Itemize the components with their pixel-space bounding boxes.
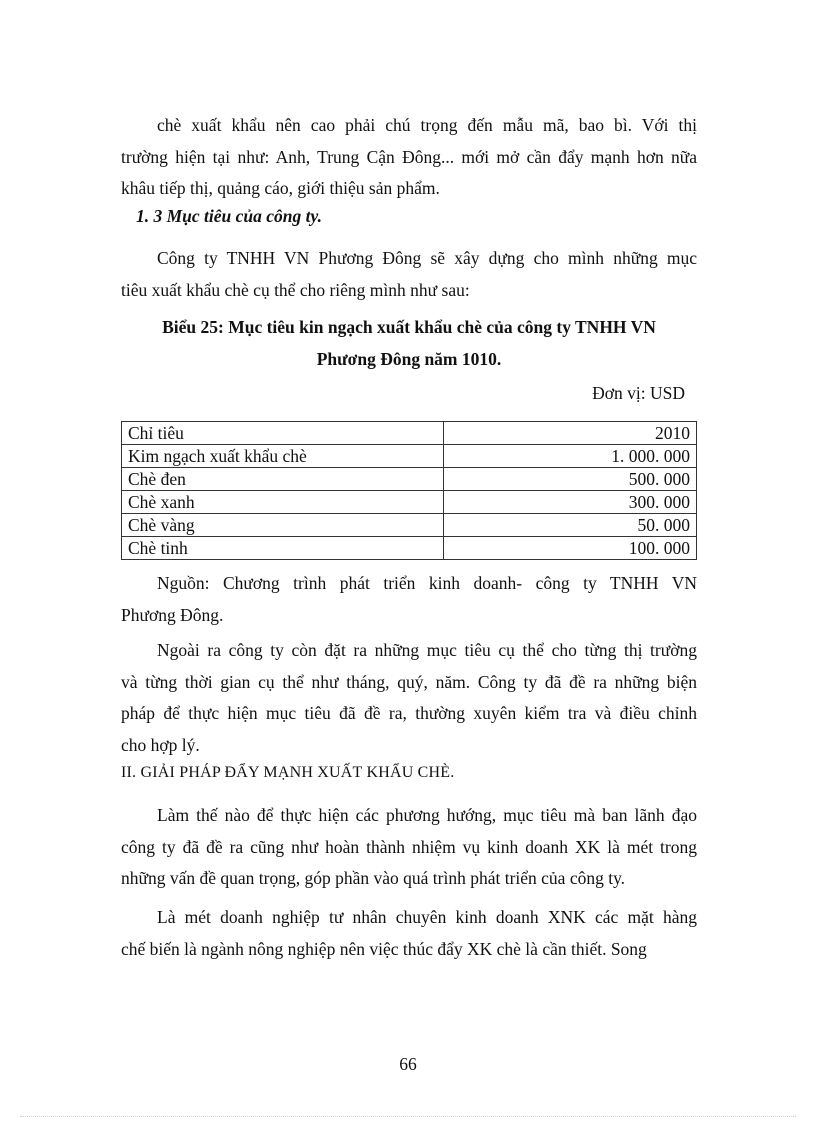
text-line: những vấn đề quan trọng, góp phần vào quá trình phát triển của công ty. (121, 868, 626, 888)
row-value: 500. 000 (444, 468, 697, 491)
row-label: Chè vàng (122, 514, 444, 537)
paragraph-market-focus (121, 110, 697, 205)
text-line: Nguồn: Chương trình phát triển kinh doanh- công ty TNHH VN (157, 573, 697, 593)
table-row (122, 468, 697, 491)
source-note (121, 568, 697, 631)
row-label: Chè đen (122, 468, 444, 491)
text-line: trường hiện tại như: Anh, Trung Cận Đông... mới mở cần đẩy mạnh hơn nữa (121, 146, 697, 167)
row-label: Chè tinh (122, 537, 444, 560)
table-row (122, 514, 697, 537)
row-value: 300. 000 (444, 491, 697, 514)
table-caption-line: Biểu 25: Mục tiêu kin ngạch xuất khẩu chè của công ty TNHH VN (162, 317, 656, 337)
unit-label: Đơn vị: USD (592, 383, 685, 403)
subheading-company-goals: 1. 3 Mục tiêu của công ty. (136, 206, 323, 226)
table-caption (121, 311, 697, 375)
paragraph-goals-intro (121, 243, 697, 306)
table-row (122, 445, 697, 468)
text-line: chế biến là ngành nông nghiệp nên việc thúc đẩy XK chè là cần thiết. Song (121, 938, 647, 959)
text-line: Công ty TNHH VN Phương Đông sẽ xây dựng cho mình những mục (157, 248, 697, 268)
section-heading: II. GIẢI PHÁP ĐẨY MẠNH XUẤT KHẨU CHÈ. (121, 764, 455, 781)
row-value: 100. 000 (444, 537, 697, 560)
page-bottom-divider (20, 1116, 796, 1117)
text-line: Ngoài ra công ty còn đặt ra những mục tiêu cụ thể cho từng thị trường (157, 640, 697, 660)
text-line: pháp để thực hiện mục tiêu đã đề ra, thường xuyên kiểm tra và điều chỉnh (121, 703, 697, 723)
text-line: và từng thời gian cụ thể như tháng, quý, năm. Công ty đã đề ra những biện (121, 671, 697, 692)
text-line: công ty đã đề ra cũng như hoàn thành nhiệm vụ kinh doanh XK là mét trong (121, 836, 697, 857)
table-header-row (122, 422, 697, 445)
table-row (122, 491, 697, 514)
text-line: Phương Đông. (121, 604, 224, 625)
text-line: chè xuất khẩu nên cao phải chú trọng đến mẫu mã, bao bì. Với thị (157, 115, 697, 135)
text-line: khâu tiếp thị, quảng cáo, giới thiệu sản phẩm. (121, 178, 440, 198)
row-label: Chè xanh (122, 491, 444, 514)
text-line: Làm thế nào để thực hiện các phương hướng, mục tiêu mà ban lãnh đạo (157, 805, 697, 825)
paragraph-solutions-intro (121, 800, 697, 895)
row-value: 50. 000 (444, 514, 697, 537)
text-line: tiêu xuất khẩu chè cụ thể cho riêng mình như sau: (121, 279, 470, 300)
table-header-label: Chỉ tiêu (122, 422, 444, 445)
export-goals-table (121, 421, 697, 560)
table-row (122, 537, 697, 560)
row-label: Kim ngạch xuất khẩu chè (122, 445, 444, 468)
row-value: 1. 000. 000 (444, 445, 697, 468)
paragraph-private-enterprise (121, 902, 697, 965)
table-header-year: 2010 (444, 422, 697, 445)
text-line: cho hợp lý. (121, 734, 200, 755)
table-caption-line: Phương Đông năm 1010. (316, 349, 502, 369)
paragraph-market-goals (121, 635, 697, 761)
text-line: Là mét doanh nghiệp tư nhân chuyên kinh doanh XNK các mặt hàng (157, 907, 697, 927)
page-number: 66 (399, 1054, 417, 1074)
